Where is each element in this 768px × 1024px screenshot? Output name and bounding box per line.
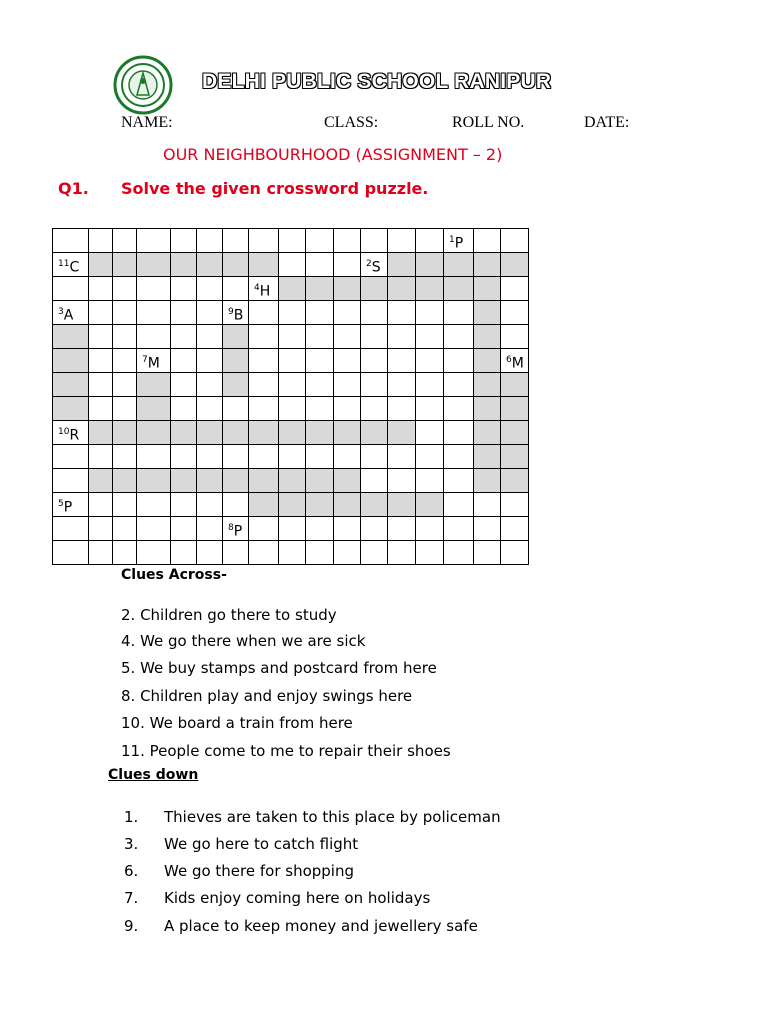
crossword-cell[interactable]: [170, 444, 197, 469]
crossword-cell[interactable]: [136, 492, 171, 517]
crossword-cell[interactable]: [196, 396, 223, 421]
crossword-cell[interactable]: [112, 372, 137, 397]
crossword-cell[interactable]: [278, 420, 306, 445]
clue-down-text: Kids enjoy coming here on holidays: [164, 889, 431, 907]
crossword-cell[interactable]: [170, 468, 197, 493]
crossword-cell[interactable]: [112, 348, 137, 373]
crossword-cell[interactable]: [196, 252, 223, 277]
crossword-cell[interactable]: [170, 396, 197, 421]
crossword-cell[interactable]: [473, 252, 501, 277]
crossword-cell[interactable]: [88, 372, 113, 397]
crossword-cell[interactable]: [360, 348, 388, 373]
crossword-cell[interactable]: [196, 444, 223, 469]
crossword-cell[interactable]: [170, 516, 197, 541]
crossword-cell[interactable]: [415, 444, 444, 469]
crossword-cell[interactable]: [248, 516, 279, 541]
school-logo: [113, 55, 173, 115]
crossword-cell[interactable]: [136, 396, 171, 421]
crossword-cell[interactable]: [305, 468, 334, 493]
crossword-cell[interactable]: [52, 516, 89, 541]
crossword-cell[interactable]: [170, 492, 197, 517]
crossword-cell[interactable]: [333, 324, 361, 349]
crossword-cell[interactable]: [500, 228, 529, 253]
crossword-cell[interactable]: [88, 324, 113, 349]
crossword-cell[interactable]: [473, 324, 501, 349]
crossword-cell[interactable]: [88, 540, 113, 565]
clue-down-number: 1.: [124, 808, 139, 826]
crossword-cell[interactable]: [136, 228, 171, 253]
clue-down-number: 3.: [124, 835, 139, 853]
crossword-cell[interactable]: [360, 396, 388, 421]
crossword-cell[interactable]: [196, 324, 223, 349]
crossword-cell[interactable]: [88, 468, 113, 493]
crossword-cell[interactable]: [500, 396, 529, 421]
crossword-cell[interactable]: [333, 300, 361, 325]
crossword-cell[interactable]: [170, 300, 197, 325]
clue-down-text: We go here to catch flight: [164, 835, 359, 853]
crossword-cell[interactable]: [112, 444, 137, 469]
crossword-cell[interactable]: [333, 468, 361, 493]
crossword-cell[interactable]: [387, 324, 416, 349]
crossword-label: $^1$P: [449, 235, 464, 252]
crossword-cell[interactable]: [333, 348, 361, 373]
crossword-cell[interactable]: [222, 324, 249, 349]
crossword-cell[interactable]: [415, 348, 444, 373]
crossword-cell[interactable]: [443, 372, 474, 397]
crossword-cell[interactable]: [500, 252, 529, 277]
crossword-cell[interactable]: [278, 324, 306, 349]
crossword-cell[interactable]: [305, 324, 334, 349]
crossword-cell[interactable]: [52, 420, 89, 445]
crossword-cell[interactable]: [248, 468, 279, 493]
crossword-cell[interactable]: [360, 468, 388, 493]
crossword-cell[interactable]: [305, 396, 334, 421]
crossword-cell[interactable]: [360, 228, 388, 253]
crossword-cell[interactable]: [248, 492, 279, 517]
crossword-cell[interactable]: [196, 348, 223, 373]
crossword-cell[interactable]: [222, 468, 249, 493]
crossword-cell[interactable]: [248, 252, 279, 277]
crossword-cell[interactable]: [500, 276, 529, 301]
crossword-cell[interactable]: [170, 372, 197, 397]
question-text: Solve the given crossword puzzle.: [121, 179, 429, 198]
crossword-cell[interactable]: [473, 444, 501, 469]
crossword-cell[interactable]: [112, 420, 137, 445]
crossword-cell[interactable]: [473, 300, 501, 325]
crossword-cell[interactable]: [360, 252, 388, 277]
crossword-cell[interactable]: [443, 468, 474, 493]
crossword-cell[interactable]: [88, 252, 113, 277]
crossword-cell[interactable]: [360, 300, 388, 325]
crossword-cell[interactable]: [500, 300, 529, 325]
crossword-cell[interactable]: [333, 396, 361, 421]
crossword-cell[interactable]: [500, 468, 529, 493]
crossword-cell[interactable]: [52, 252, 89, 277]
crossword-cell[interactable]: [278, 348, 306, 373]
clue-across-item: 10. We board a train from here: [121, 714, 353, 732]
crossword-cell[interactable]: [136, 252, 171, 277]
crossword-cell[interactable]: [52, 228, 89, 253]
crossword-cell[interactable]: [112, 540, 137, 565]
crossword-cell[interactable]: [248, 420, 279, 445]
crossword-cell[interactable]: [443, 540, 474, 565]
crossword-cell[interactable]: [88, 516, 113, 541]
crossword-cell[interactable]: [222, 540, 249, 565]
crossword-cell[interactable]: [415, 252, 444, 277]
crossword-cell[interactable]: [473, 228, 501, 253]
crossword-cell[interactable]: [248, 444, 279, 469]
crossword-cell[interactable]: [500, 444, 529, 469]
crossword-cell[interactable]: [333, 276, 361, 301]
crossword-cell[interactable]: [500, 516, 529, 541]
crossword-cell[interactable]: [387, 420, 416, 445]
crossword-cell[interactable]: [333, 420, 361, 445]
crossword-cell[interactable]: [112, 228, 137, 253]
crossword-cell[interactable]: [112, 324, 137, 349]
crossword-cell[interactable]: [222, 300, 249, 325]
crossword-label: $^9$B: [228, 307, 244, 324]
crossword-cell[interactable]: [333, 252, 361, 277]
crossword-cell[interactable]: [222, 252, 249, 277]
crossword-cell[interactable]: [387, 516, 416, 541]
crossword-cell[interactable]: [500, 372, 529, 397]
crossword-cell[interactable]: [88, 276, 113, 301]
class-label: CLASS:: [324, 114, 379, 131]
crossword-cell[interactable]: [415, 540, 444, 565]
crossword-cell[interactable]: [112, 276, 137, 301]
crossword-cell[interactable]: [473, 276, 501, 301]
crossword-cell[interactable]: [196, 228, 223, 253]
crossword-cell[interactable]: [305, 300, 334, 325]
crossword-cell[interactable]: [88, 228, 113, 253]
crossword-cell[interactable]: [415, 396, 444, 421]
crossword-cell[interactable]: [443, 300, 474, 325]
crossword-cell[interactable]: [278, 492, 306, 517]
crossword-cell[interactable]: [387, 276, 416, 301]
clue-across-item: 2. Children go there to study: [121, 606, 337, 624]
crossword-cell[interactable]: [248, 324, 279, 349]
crossword-cell[interactable]: [387, 444, 416, 469]
crossword-cell[interactable]: [136, 420, 171, 445]
clue-down-text: A place to keep money and jewellery safe: [164, 917, 478, 935]
clue-across-item: 5. We buy stamps and postcard from here: [121, 659, 437, 677]
crossword-cell[interactable]: [170, 324, 197, 349]
crossword-cell[interactable]: [196, 420, 223, 445]
crossword-cell[interactable]: [415, 516, 444, 541]
crossword-cell[interactable]: [415, 324, 444, 349]
crossword-cell[interactable]: [360, 444, 388, 469]
crossword-cell[interactable]: [443, 516, 474, 541]
crossword-label: $^6$M: [506, 355, 524, 372]
clue-down-number: 6.: [124, 862, 139, 880]
crossword-cell[interactable]: [500, 540, 529, 565]
crossword-cell[interactable]: [415, 372, 444, 397]
crossword-cell[interactable]: [500, 492, 529, 517]
crossword-cell[interactable]: [443, 228, 474, 253]
crossword-cell[interactable]: [136, 540, 171, 565]
crossword-cell[interactable]: [278, 516, 306, 541]
crossword-cell[interactable]: [415, 420, 444, 445]
crossword-cell[interactable]: [305, 276, 334, 301]
crossword-cell[interactable]: [170, 276, 197, 301]
crossword-cell[interactable]: [136, 276, 171, 301]
crossword-cell[interactable]: [387, 396, 416, 421]
crossword-cell[interactable]: [222, 420, 249, 445]
crossword-cell[interactable]: [248, 372, 279, 397]
crossword-cell[interactable]: [88, 420, 113, 445]
crossword-cell[interactable]: [443, 420, 474, 445]
school-name: DELHI PUBLIC SCHOOL RANIPUR: [202, 70, 552, 93]
crossword-cell[interactable]: [136, 300, 171, 325]
crossword-cell[interactable]: [415, 228, 444, 253]
crossword-cell[interactable]: [196, 300, 223, 325]
crossword-cell[interactable]: [248, 300, 279, 325]
crossword-cell[interactable]: [52, 372, 89, 397]
crossword-cell[interactable]: [443, 348, 474, 373]
crossword-cell[interactable]: [248, 276, 279, 301]
crossword-cell[interactable]: [136, 468, 171, 493]
crossword-cell[interactable]: [278, 228, 306, 253]
date-label: DATE:: [584, 114, 630, 131]
crossword-cell[interactable]: [88, 492, 113, 517]
crossword-cell[interactable]: [443, 324, 474, 349]
crossword-cell[interactable]: [333, 444, 361, 469]
crossword-cell[interactable]: [136, 324, 171, 349]
crossword-cell[interactable]: [222, 396, 249, 421]
crossword-cell[interactable]: [333, 516, 361, 541]
crossword-cell[interactable]: [473, 396, 501, 421]
crossword-cell[interactable]: [360, 420, 388, 445]
crossword-cell[interactable]: [52, 444, 89, 469]
crossword-cell[interactable]: [473, 492, 501, 517]
crossword-cell[interactable]: [305, 228, 334, 253]
crossword-cell[interactable]: [222, 516, 249, 541]
crossword-cell[interactable]: [170, 228, 197, 253]
crossword-cell[interactable]: [473, 540, 501, 565]
crossword-cell[interactable]: [443, 252, 474, 277]
crossword-cell[interactable]: [278, 444, 306, 469]
crossword-cell[interactable]: [360, 372, 388, 397]
crossword-cell[interactable]: [333, 228, 361, 253]
crossword-cell[interactable]: [278, 252, 306, 277]
crossword-cell[interactable]: [52, 300, 89, 325]
crossword-label: $^{11}$C: [58, 259, 80, 276]
clue-across-item: 11. People come to me to repair their shoes: [121, 742, 451, 760]
crossword-cell[interactable]: [136, 372, 171, 397]
crossword-cell[interactable]: [333, 540, 361, 565]
crossword-label: $^7$M: [142, 355, 160, 372]
crossword-cell[interactable]: [222, 348, 249, 373]
crossword-cell[interactable]: [222, 492, 249, 517]
crossword-cell[interactable]: [196, 540, 223, 565]
assignment-title: OUR NEIGHBOURHOOD (ASSIGNMENT – 2): [163, 145, 503, 164]
crossword-cell[interactable]: [52, 348, 89, 373]
crossword-cell[interactable]: [278, 396, 306, 421]
clues-down-heading: Clues down: [108, 767, 199, 783]
crossword-cell[interactable]: [387, 228, 416, 253]
crossword-cell[interactable]: [88, 348, 113, 373]
crossword-cell[interactable]: [278, 372, 306, 397]
crossword-cell[interactable]: [136, 444, 171, 469]
crossword-cell[interactable]: [360, 492, 388, 517]
crossword-cell[interactable]: [170, 252, 197, 277]
crossword-cell[interactable]: [333, 492, 361, 517]
crossword-cell[interactable]: [136, 348, 171, 373]
crossword-cell[interactable]: [305, 540, 334, 565]
crossword-cell[interactable]: [88, 444, 113, 469]
crossword-cell[interactable]: [305, 372, 334, 397]
crossword-cell[interactable]: [305, 252, 334, 277]
crossword-cell[interactable]: [305, 492, 334, 517]
crossword-cell[interactable]: [387, 300, 416, 325]
clues-across-heading: Clues Across-: [121, 567, 227, 583]
crossword-cell[interactable]: [473, 516, 501, 541]
crossword-cell[interactable]: [248, 540, 279, 565]
crossword-cell[interactable]: [360, 540, 388, 565]
crossword-cell[interactable]: [360, 324, 388, 349]
crossword-cell[interactable]: [360, 516, 388, 541]
crossword-cell[interactable]: [500, 324, 529, 349]
crossword-cell[interactable]: [112, 252, 137, 277]
crossword-cell[interactable]: [112, 468, 137, 493]
crossword-cell[interactable]: [387, 372, 416, 397]
crossword-cell[interactable]: [415, 492, 444, 517]
crossword-cell[interactable]: [305, 516, 334, 541]
crossword-label: $^3$A: [58, 307, 74, 324]
crossword-cell[interactable]: [415, 300, 444, 325]
crossword-cell[interactable]: [196, 468, 223, 493]
crossword-cell[interactable]: [88, 300, 113, 325]
crossword-cell[interactable]: [473, 468, 501, 493]
crossword-cell[interactable]: [500, 420, 529, 445]
crossword-label: $^{10}$R: [58, 427, 80, 444]
crossword-label: $^8$P: [228, 523, 243, 540]
crossword-cell[interactable]: [248, 396, 279, 421]
crossword-cell[interactable]: [222, 276, 249, 301]
crossword-cell[interactable]: [305, 348, 334, 373]
crossword-cell[interactable]: [170, 420, 197, 445]
crossword-cell[interactable]: [52, 396, 89, 421]
crossword-cell[interactable]: [278, 276, 306, 301]
crossword-cell[interactable]: [443, 492, 474, 517]
crossword-cell[interactable]: [443, 396, 474, 421]
crossword-cell[interactable]: [52, 324, 89, 349]
crossword-cell[interactable]: [473, 348, 501, 373]
crossword-cell[interactable]: [196, 516, 223, 541]
crossword-cell[interactable]: [222, 444, 249, 469]
crossword-cell[interactable]: [248, 348, 279, 373]
crossword-cell[interactable]: [112, 492, 137, 517]
crossword-cell[interactable]: [387, 540, 416, 565]
crossword-cell[interactable]: [222, 228, 249, 253]
crossword-cell[interactable]: [305, 420, 334, 445]
crossword-cell[interactable]: [112, 396, 137, 421]
crossword-cell[interactable]: [196, 276, 223, 301]
crossword-cell[interactable]: [52, 540, 89, 565]
crossword-cell[interactable]: [278, 300, 306, 325]
crossword-cell[interactable]: [52, 492, 89, 517]
crossword-cell[interactable]: [248, 228, 279, 253]
crossword-cell[interactable]: [443, 444, 474, 469]
crossword-cell[interactable]: [387, 492, 416, 517]
crossword-cell[interactable]: [387, 252, 416, 277]
crossword-cell[interactable]: [88, 396, 113, 421]
crossword-cell[interactable]: [196, 372, 223, 397]
crossword-label: $^5$P: [58, 499, 73, 516]
clue-down-number: 7.: [124, 889, 139, 907]
crossword-cell[interactable]: [136, 516, 171, 541]
crossword-cell[interactable]: [473, 420, 501, 445]
roll-label: ROLL NO.: [452, 114, 525, 131]
crossword-cell[interactable]: [333, 372, 361, 397]
crossword-cell[interactable]: [415, 276, 444, 301]
crossword-cell[interactable]: [112, 516, 137, 541]
question-number: Q1.: [58, 179, 89, 198]
crossword-cell[interactable]: [170, 540, 197, 565]
crossword-cell[interactable]: [170, 348, 197, 373]
crossword-label: $^4$H: [254, 283, 271, 300]
crossword-cell[interactable]: [360, 276, 388, 301]
crossword-cell[interactable]: [112, 300, 137, 325]
name-label: NAME:: [121, 114, 173, 131]
crossword-cell[interactable]: [52, 276, 89, 301]
crossword-cell[interactable]: [387, 468, 416, 493]
clue-down-number: 9.: [124, 917, 139, 935]
crossword-cell[interactable]: [52, 468, 89, 493]
crossword-cell[interactable]: [473, 372, 501, 397]
clue-down-text: Thieves are taken to this place by policeman: [164, 808, 501, 826]
crossword-label: $^2$S: [366, 259, 381, 276]
crossword-cell[interactable]: [443, 276, 474, 301]
crossword-cell[interactable]: [196, 492, 223, 517]
clue-down-text: We go there for shopping: [164, 862, 354, 880]
crossword-cell[interactable]: [415, 468, 444, 493]
clue-across-item: 8. Children play and enjoy swings here: [121, 687, 413, 705]
crossword-cell[interactable]: [500, 348, 529, 373]
crossword-cell[interactable]: [278, 540, 306, 565]
crossword-cell[interactable]: [305, 444, 334, 469]
crossword-cell[interactable]: [387, 348, 416, 373]
crossword-cell[interactable]: [278, 468, 306, 493]
clue-across-item: 4. We go there when we are sick: [121, 632, 366, 650]
crossword-cell[interactable]: [222, 372, 249, 397]
